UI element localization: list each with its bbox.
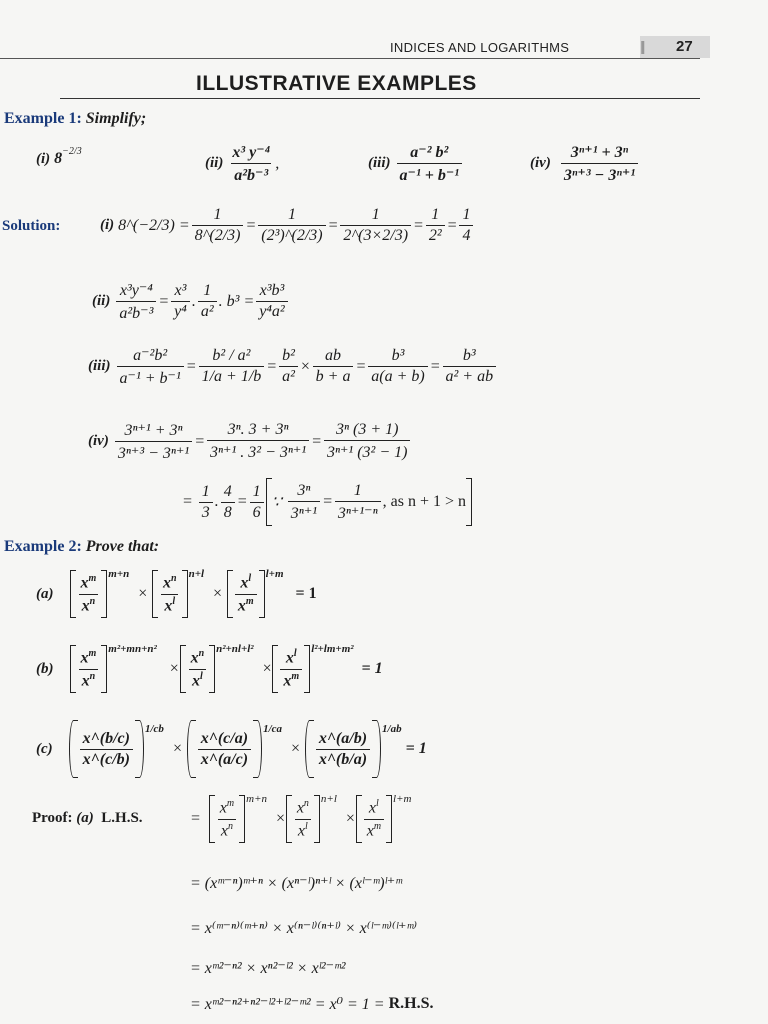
page-number-box xyxy=(640,36,710,58)
proof-line-2: = (xᵐ⁻ⁿ)ᵐ⁺ⁿ × (xⁿ⁻ˡ)ⁿ⁺ˡ × (xˡ⁻ᵐ)ˡ⁺ᵐ xyxy=(190,875,402,892)
title-rule xyxy=(60,98,700,99)
header-rule xyxy=(0,58,700,59)
proof-line-3: = x⁽ᵐ⁻ⁿ⁾⁽ᵐ⁺ⁿ⁾ × x⁽ⁿ⁻ˡ⁾⁽ⁿ⁺ˡ⁾ × x⁽ˡ⁻ᵐ⁾⁽ˡ⁺ᵐ⁾ xyxy=(190,920,418,937)
proof-line-1: = $\frac{x^m}{x^n}$ m+n × $\frac{x^n}{x^l}$ n+l × $\frac{x^l}{x^m}$ l+m xyxy=(190,795,411,843)
running-header: INDICES AND LOGARITHMS xyxy=(390,40,570,55)
solution-i: (i) 8^(−2/3) = $\frac{1}{8\^{}(2/3)}$ = $\frac{1}{\text{(2³)\textasciicircum{}(2/3)}}$ = $\frac{1}{2\^{}(3\times 2/3)}$ = $\frac{1}{\text{2²}}$ = $\frac{1}{4}$ xyxy=(100,206,475,245)
example1-question-iv: (iv) $\frac{\text{3ⁿ⁺¹ + 3ⁿ}}{\text{3ⁿ⁺³ − 3ⁿ⁺¹}}$ xyxy=(530,142,640,185)
proof-line-5: = xᵐ²⁻ⁿ²⁺ⁿ²⁻ˡ²⁺ˡ²⁻ᵐ² = x⁰ = 1 = R.H.S. xyxy=(190,995,434,1013)
solution-iv-result: = $\frac{1}{3}$ . $\frac{4}{8}$ = $\frac{1}{6}$ ∵ $\frac{\text{3ⁿ}}{\text{3ⁿ⁺¹}}$ = $\frac{1}{\text{3ⁿ⁺¹⁻ⁿ}}$ , as n + 1 > n xyxy=(182,478,472,526)
proof-line-4: = xᵐ²⁻ⁿ² × xⁿ²⁻ˡ² × xˡ²⁻ᵐ² xyxy=(190,960,346,977)
example2-c: (c) $\frac{x\^{}(b/c)}{x\^{}(c/b)}$ 1/cb × $\frac{x\^{}(c/a)}{x\^{}(a/c)}$ 1/ca × $\frac{x\^{}(a/b)}{x\^{}(b/a)}$ 1/ab = 1 xyxy=(36,720,427,778)
example2-heading xyxy=(4,538,159,556)
decorative-stripes: |||| xyxy=(640,38,643,54)
section-title: ILLUSTRATIVE EXAMPLES xyxy=(196,72,477,95)
solution-iv: (iv) $\frac{\text{3ⁿ⁺¹ + 3ⁿ}}{\text{3ⁿ⁺³ − 3ⁿ⁺¹}}$ = $\frac{\text{3ⁿ. 3 + 3ⁿ}}{\text{3ⁿ⁺¹ . 3² − 3ⁿ⁺¹}}$ = $\frac{\text{3ⁿ (3 + 1)}}{\text{3ⁿ⁺¹ (3² − 1)}}$ xyxy=(88,420,412,463)
solution-ii: (ii) $\frac{\text{x³y⁻⁴}}{\text{a²b⁻³}}$ = $\frac{\text{x³}}{\text{y⁴}}$ . $\frac{1}{\text{a²}}$ . b³ = $\frac{\text{x³b³}}{\text{y⁴a²}}$ xyxy=(92,280,290,323)
example1-question-iii: (iii) $\frac{\text{a⁻² b²}}{\text{a⁻¹ + b⁻¹}}$ xyxy=(368,142,464,185)
right-bracket xyxy=(466,478,472,526)
example1-instruction: Simplify; xyxy=(85,110,147,127)
example2-b: (b) $\frac{x^m}{x^n}$ m²+mn+n² × $\frac{x^n}{x^l}$ n²+nl+l² × $\frac{x^l}{x^m}$ l²+lm+m² = 1 xyxy=(36,645,383,693)
example1-label: Example 1: xyxy=(4,110,82,127)
example1-heading xyxy=(4,110,146,128)
example1-question-ii: (ii) $\frac{\text{x³ y⁻⁴}}{\text{a²b⁻³}}$ , xyxy=(205,144,280,184)
solution-label: Solution: xyxy=(2,218,61,234)
example2-a: (a) $\frac{x^m}{x^n}$ m+n × $\frac{x^n}{x^l}$ n+l × $\frac{x^l}{x^m}$ l+m = 1 xyxy=(36,570,317,618)
example2-label: Example 2: xyxy=(4,538,82,555)
page-number: 27 xyxy=(676,38,693,55)
proof-heading: Proof: (a) L.H.S. xyxy=(32,810,143,826)
solution-iii: (iii) $\frac{\text{a⁻²b²}}{\text{a⁻¹ + b⁻¹}}$ = $\frac{\text{b² / a²}}{1/a + 1/b}$ = $\frac{\text{b²}}{\text{a²}}$ × $\frac{ab}{b + a}$ = $\frac{\text{b³}}{a(a + b)}$ = $\frac{\text{b³}}{\text{a² + ab}}$ xyxy=(88,345,498,388)
example2-instruction: Prove that: xyxy=(85,538,160,555)
example1-question-i: (i) 8 $^{-2/3}$ xyxy=(36,145,82,167)
